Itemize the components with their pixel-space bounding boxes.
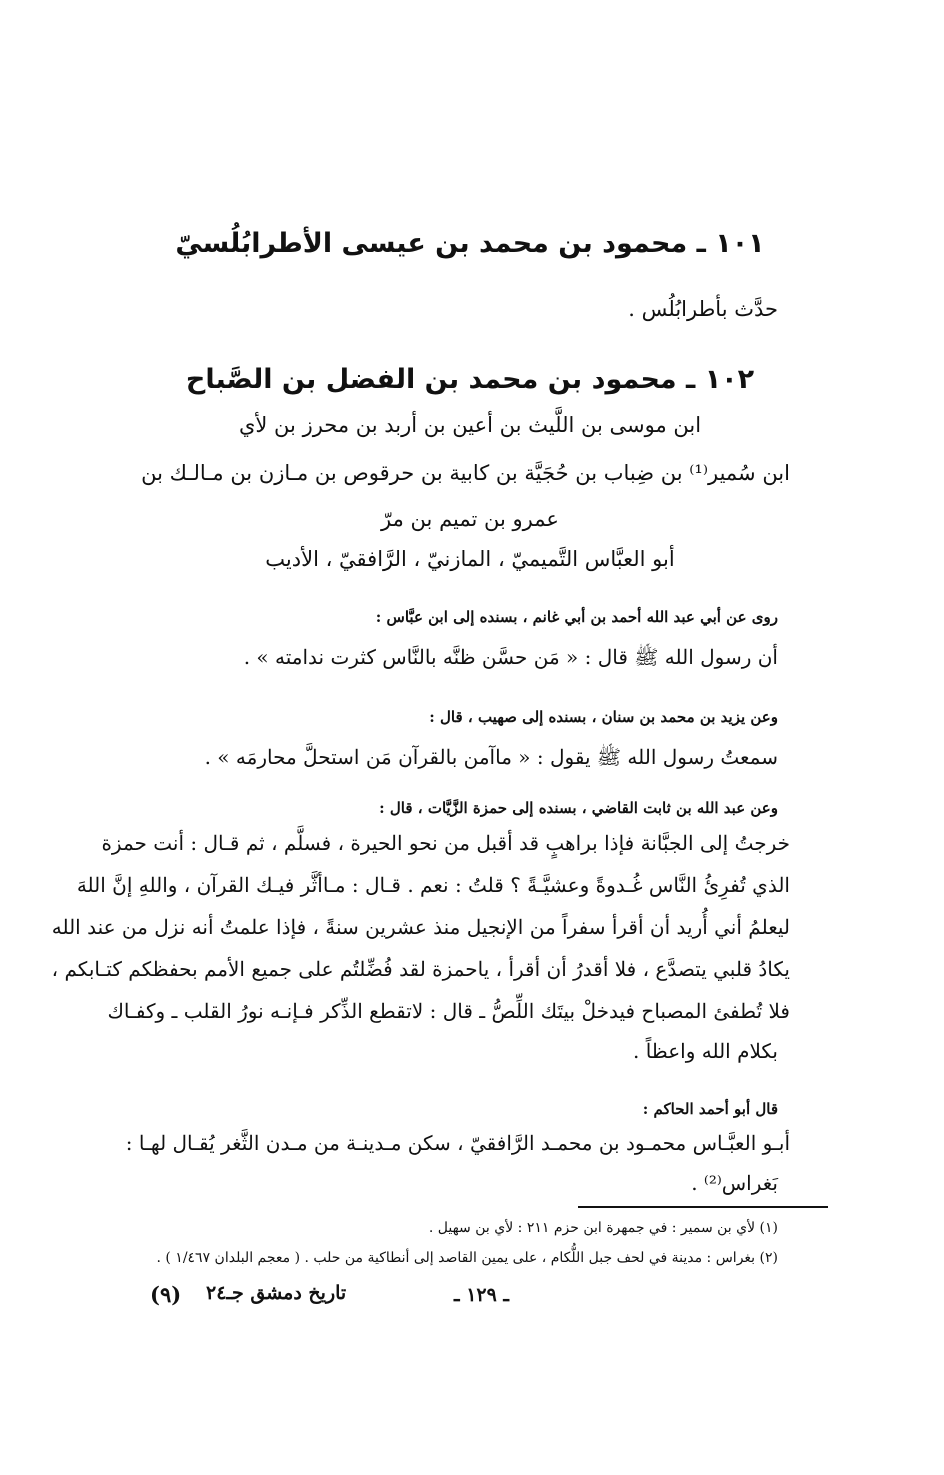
hakim-line-1: أبـو العبَّـاس محمـود بن محمـد الرَّافقيّ ، سكن مـدينـة من مـدن الثَّغر يُقـال لهـا :	[125, 1131, 790, 1155]
narration-line-3: ليعلمُ أني أُريد أن أقرأ سفراً من الإنجيل منذ عشرين سنةً ، فإذا علمتُ أنه نزل من عند الله	[51, 915, 790, 939]
hadith-1-isnad: روى عن أبي عبد الله أحمد بن أبي غانم ، بسنده إلى ابن عبَّاس :	[375, 608, 778, 626]
narration-line-2: الذي تُفرِئُ النَّاس غُـدوةً وعشيَّـةً ؟ قلتُ : نعم . قـال : مـاأثَّر فيـك القرآن ، واللهِ إنَّ اللهَ	[76, 873, 790, 897]
page-number: ـ ١٢٩ ـ	[454, 1284, 509, 1306]
hakim-line-2: بَغراس⁽²⁾ .	[691, 1171, 778, 1195]
hadith-2-text: سمعتُ رسول الله ﷺ يقول : « ماآمن بالقرآن مَن استحلَّ محارمَه » .	[204, 745, 778, 769]
entry-101-text: حدَّث بأطرابُلُس .	[628, 297, 778, 321]
lineage-line-4: أبو العبَّاس التَّميميّ ، المازنيّ ، الرَّافقيّ ، الأديب	[265, 547, 675, 571]
footnote-2: (٢) بغراس : مدينة في لحف جبل اللُّكام ، على يمين القاصد إلى أنطاكية من حلب . ( معجم البلدان ١/٤٦٧ ) .	[156, 1250, 778, 1266]
narration-line-1: خرجتُ إلى الجبَّانة فإذا براهبٍ قد أقبل من نحو الحيرة ، فسلَّم ، ثم قـال : أنت حمزة	[101, 831, 790, 855]
entry-101-title: ١٠١ ـ محمود بن محمد بن عيسى الأطرابُلُسيّ	[175, 228, 765, 259]
lineage-line-3: عمرو بن تميم بن مرّ	[381, 507, 559, 531]
hakim-isnad: قال أبو أحمد الحاكم :	[642, 1100, 778, 1118]
narration-line-5: فلا تُطفئ المصباح فيدخلْ بيتَك اللِّصُّ ـ قال : لاتقطع الذِّكر فـإنـه نورُ القلب ـ وكفـاك	[107, 999, 790, 1023]
entry-102-title: ١٠٢ ـ محمود بن محمد بن الفضل بن الصَّباح	[185, 364, 755, 395]
hadith-2-isnad: وعن يزيد بن محمد بن سنان ، بسنده إلى صهيب ، قال :	[429, 708, 778, 726]
narration-isnad: وعن عبد الله بن ثابت القاضي ، بسنده إلى حمزة الزَّيَّات ، قال :	[379, 799, 778, 817]
book-title-footer: تاريخ دمشق جـ٢٤	[206, 1282, 347, 1304]
footnote-1: (١) لأي بن سمير : في جمهرة ابن حزم ٢١١ : لأي بن سهيل .	[428, 1220, 778, 1236]
footnote-separator	[578, 1206, 828, 1208]
lineage-line-2: ابن سُمير⁽¹⁾ بن ضِباب بن حُجَيَّة بن كابية بن حرقوص بن مـازن بن مـالـك بن	[141, 461, 790, 485]
signature-mark: (٩)	[150, 1282, 182, 1307]
narration-line-4: يكادُ قلبي يتصدَّع ، فلا أقدرُ أن أقرأ ، ياحمزة لقد فُضِّلتُم على جميع الأمم بحفظكم كتـابكم ،	[51, 957, 790, 981]
narration-line-6: بكلام الله واعظاً .	[633, 1039, 778, 1063]
hadith-1-text: أن رسول الله ﷺ قال : « مَن حسَّن ظنَّه بالنَّاس كثرت ندامته » .	[243, 645, 778, 669]
lineage-line-1: ابن موسى بن اللَّيث بن أعين بن أربد بن محرز بن لأي	[238, 413, 702, 437]
